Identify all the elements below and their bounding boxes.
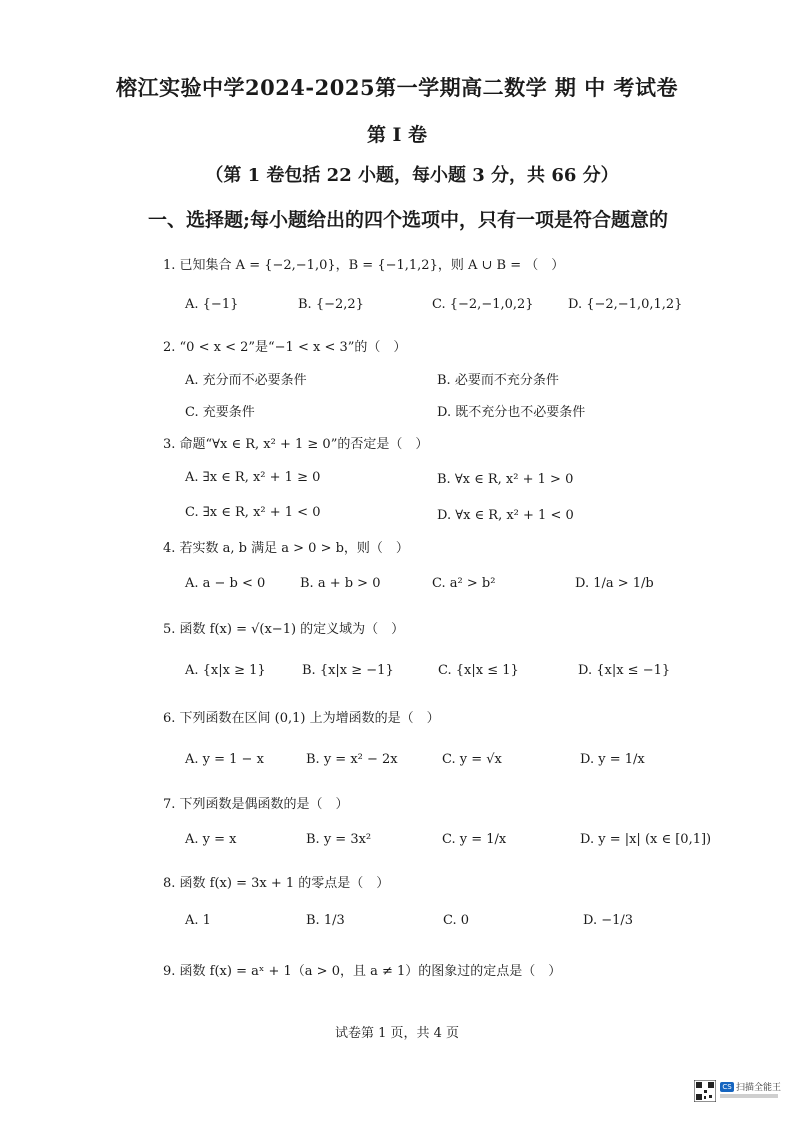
scanner-subline bbox=[720, 1094, 778, 1098]
question-4-stem: 4. 若实数 a, b 满足 a > 0 > b，则（ ） bbox=[163, 541, 409, 556]
exam-title: 榕江实验中学2024-2025第一学期高二数学 期 中 考试卷 bbox=[115, 75, 679, 100]
question-7-option-a: A. y = x bbox=[185, 832, 237, 847]
qr-code-icon bbox=[694, 1080, 716, 1102]
question-3-option-a: A. ∃x ∈ R, x² + 1 ≥ 0 bbox=[185, 470, 321, 485]
part-note: （第 1 卷包括 22 小题，每小题 3 分，共 66 分） bbox=[205, 165, 619, 186]
question-1-option-b: B. {−2,2} bbox=[298, 297, 364, 312]
scanner-label: 扫描全能王 bbox=[736, 1083, 782, 1093]
question-6-option-c: C. y = √x bbox=[442, 752, 502, 767]
question-3-option-b: B. ∀x ∈ R, x² + 1 > 0 bbox=[437, 472, 574, 487]
question-2-option-c: C. 充要条件 bbox=[185, 405, 255, 420]
question-5-option-b: B. {x|x ≥ −1} bbox=[302, 663, 394, 678]
question-6-option-b: B. y = x² − 2x bbox=[306, 752, 398, 767]
question-5-option-a: A. {x|x ≥ 1} bbox=[185, 663, 266, 678]
question-2-option-d: D. 既不充分也不必要条件 bbox=[437, 405, 586, 420]
question-3-stem: 3. 命题“∀x ∈ R, x² + 1 ≥ 0”的否定是（ ） bbox=[163, 437, 429, 452]
question-7-option-c: C. y = 1/x bbox=[442, 832, 507, 847]
camscanner-logo-icon: CS bbox=[720, 1082, 734, 1092]
question-1-option-d: D. {−2,−1,0,1,2} bbox=[568, 297, 683, 312]
question-9-stem: 9. 函数 f(x) = aˣ + 1（a > 0，且 a ≠ 1）的图象过的定点是（ ） bbox=[163, 964, 562, 979]
question-7-option-b: B. y = 3x² bbox=[306, 832, 372, 847]
question-6-stem: 6. 下列函数在区间 (0,1) 上为增函数的是（ ） bbox=[163, 711, 440, 726]
question-1-option-a: A. {−1} bbox=[185, 297, 239, 312]
question-8-option-c: C. 0 bbox=[443, 913, 470, 928]
question-7-stem: 7. 下列函数是偶函数的是（ ） bbox=[163, 797, 349, 812]
page-footer: 试卷第 1 页，共 4 页 bbox=[334, 1026, 460, 1041]
question-3-option-c: C. ∃x ∈ R, x² + 1 < 0 bbox=[185, 505, 321, 520]
question-1-stem: 1. 已知集合 A = {−2,−1,0}，B = {−1,1,2}，则 A ∪ B = （ ） bbox=[163, 258, 565, 273]
question-8-option-d: D. −1/3 bbox=[583, 913, 634, 928]
question-4-option-a: A. a − b < 0 bbox=[185, 576, 266, 591]
question-6-option-d: D. y = 1/x bbox=[580, 752, 645, 767]
section-heading: 一、选择题;每小题给出的四个选项中，只有一项是符合题意的 bbox=[148, 209, 669, 231]
scanner-watermark bbox=[694, 1080, 784, 1106]
question-4-option-b: B. a + b > 0 bbox=[300, 576, 381, 591]
question-2-stem: 2. “0 < x < 2”是“−1 < x < 3”的（ ） bbox=[163, 340, 407, 355]
question-5-option-c: C. {x|x ≤ 1} bbox=[438, 663, 519, 678]
question-1-option-c: C. {−2,−1,0,2} bbox=[432, 297, 534, 312]
question-4-option-d: D. 1/a > 1/b bbox=[575, 576, 654, 591]
question-8-stem: 8. 函数 f(x) = 3x + 1 的零点是（ ） bbox=[163, 876, 390, 891]
question-8-option-b: B. 1/3 bbox=[306, 913, 345, 928]
question-5-option-d: D. {x|x ≤ −1} bbox=[578, 663, 671, 678]
question-6-option-a: A. y = 1 − x bbox=[185, 752, 264, 767]
part-label: 第 I 卷 bbox=[366, 124, 428, 146]
question-5-stem: 5. 函数 f(x) = √(x−1) 的定义域为（ ） bbox=[163, 622, 405, 637]
question-7-option-d: D. y = |x| (x ∈ [0,1]) bbox=[580, 832, 712, 847]
question-2-option-b: B. 必要而不充分条件 bbox=[437, 373, 559, 388]
question-3-option-d: D. ∀x ∈ R, x² + 1 < 0 bbox=[437, 508, 574, 523]
question-2-option-a: A. 充分而不必要条件 bbox=[185, 373, 307, 388]
question-8-option-a: A. 1 bbox=[185, 913, 211, 928]
question-4-option-c: C. a² > b² bbox=[432, 576, 496, 591]
